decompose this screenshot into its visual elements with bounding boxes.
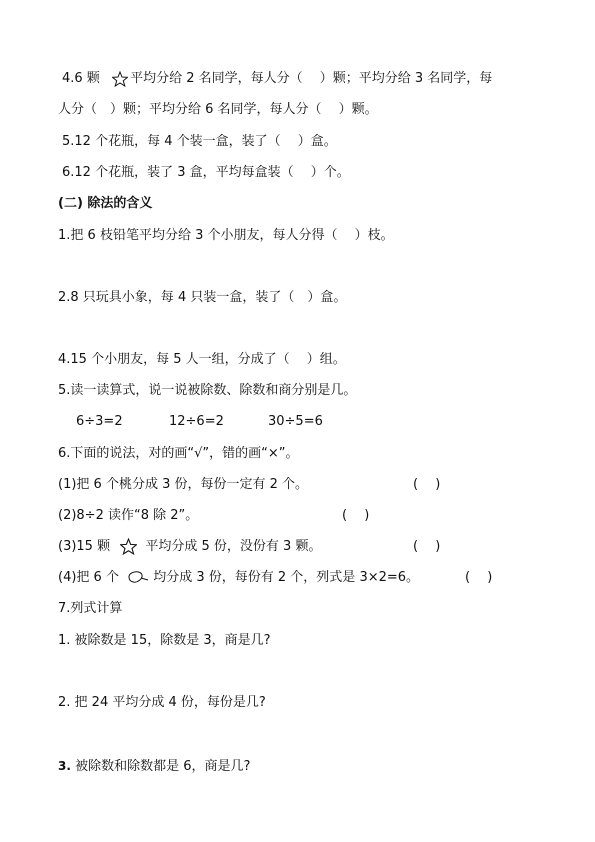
question-4-label: 4.6 颗 bbox=[62, 71, 100, 86]
expression-2: 12÷6=2 bbox=[169, 414, 224, 429]
expression-1: 6÷3=2 bbox=[76, 414, 123, 429]
s2-question-4: 4.15 个小朋友，每 5 人一组，分成了（ ）组。 bbox=[58, 352, 346, 367]
question-4-cont: 人分（ ）颗；平均分给 6 名同学，每人分（ ）颗。 bbox=[58, 102, 378, 117]
judge-1: (1)把 6 个桃分成 3 份，每份一定有 2 个。 bbox=[58, 477, 309, 492]
question-4-text: 平均分给 2 名同学，每人分（ ）颗；平均分给 3 名同学，每 bbox=[130, 71, 493, 86]
calc-3-text: 被除数和除数都是 6，商是几? bbox=[75, 759, 251, 774]
calc-3-number: 3. bbox=[58, 759, 71, 773]
judge-3-label: (3)15 颗 bbox=[58, 539, 111, 554]
judge-4-label: (4)把 6 个 bbox=[58, 570, 119, 585]
star-icon bbox=[112, 71, 128, 87]
judge-4 bbox=[58, 569, 419, 587]
judge-2: (2)8÷2 读作“8 除 2”。 bbox=[58, 508, 199, 523]
judge-2-answer[interactable]: ( ) bbox=[342, 508, 370, 523]
s2-question-6: 6.下面的说法，对的画“√”，错的画“×”。 bbox=[58, 446, 299, 461]
calc-2: 2. 把 24 平均分成 4 份，每份是几? bbox=[58, 695, 266, 710]
question-6: 6.12 个花瓶，装了 3 盒，平均每盒装（ ）个。 bbox=[62, 165, 350, 180]
star-icon bbox=[120, 538, 137, 555]
s2-question-7: 7.列式计算 bbox=[58, 601, 123, 616]
expression-3: 30÷5=6 bbox=[268, 414, 323, 429]
question-5: 5.12 个花瓶，每 4 个装一盒，装了（ ）盒。 bbox=[62, 134, 337, 149]
section-title: (二) 除法的含义 bbox=[58, 196, 153, 211]
peach-icon bbox=[127, 569, 149, 586]
judge-1-answer[interactable]: ( ) bbox=[413, 477, 441, 492]
judge-3 bbox=[58, 538, 321, 556]
s2-question-5: 5.读一读算式，说一说被除数、除数和商分别是几。 bbox=[58, 383, 357, 398]
judge-3-answer[interactable]: ( ) bbox=[413, 539, 441, 554]
question-4 bbox=[62, 70, 492, 88]
calc-1: 1. 被除数是 15，除数是 3，商是几? bbox=[58, 633, 271, 648]
s2-question-2: 2.8 只玩具小象，每 4 只装一盒，装了（ ）盒。 bbox=[58, 290, 347, 305]
s2-question-1: 1.把 6 枝铅笔平均分给 3 个小朋友，每人分得（ ）枝。 bbox=[58, 228, 394, 243]
judge-3-text: 平均分成 5 份，没份有 3 颗。 bbox=[145, 539, 322, 554]
judge-4-answer[interactable]: ( ) bbox=[465, 570, 493, 585]
calc-3 bbox=[58, 757, 250, 776]
judge-4-text: 均分成 3 份，每份有 2 个，列式是 3×2=6。 bbox=[153, 570, 420, 585]
